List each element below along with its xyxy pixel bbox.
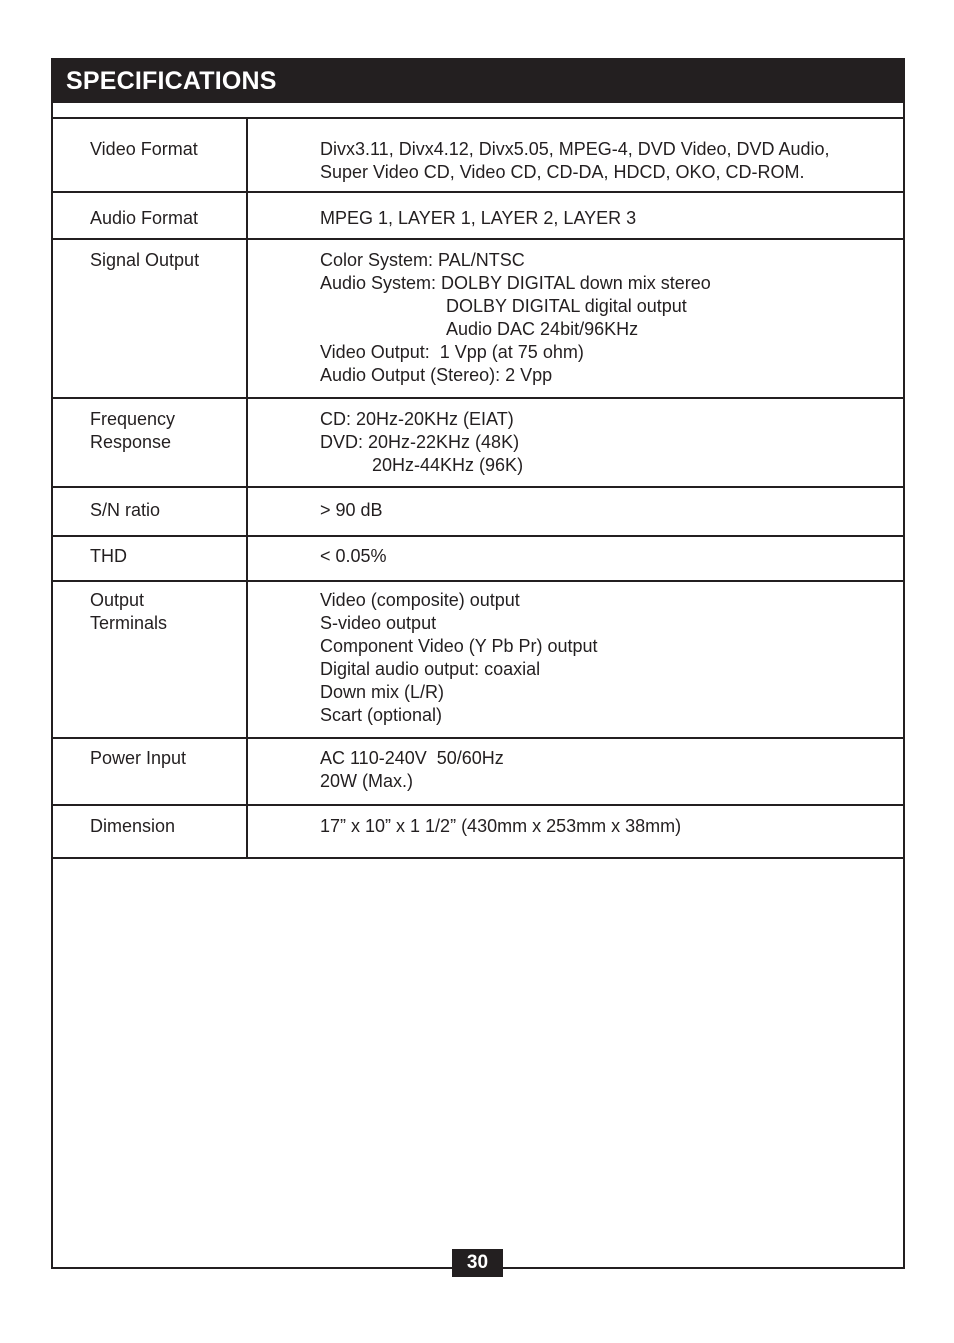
page-title: SPECIFICATIONS — [66, 67, 277, 95]
header-bar — [53, 60, 903, 103]
spec-value: Color System: PAL/NTSC — [320, 250, 525, 270]
spec-value-cell — [247, 118, 903, 192]
spec-value-cell — [247, 581, 903, 738]
spec-page-frame — [51, 58, 905, 1269]
spec-row-thd — [53, 536, 903, 581]
spec-value: Divx3.11, Divx4.12, Divx5.05, MPEG-4, DVD Video, DVD Audio, — [320, 139, 830, 159]
spec-value: DVD: 20Hz-22KHz (48K) — [320, 432, 520, 452]
spec-value-cell — [247, 738, 903, 805]
spec-value: S-video output — [320, 613, 437, 633]
spec-value-cell — [247, 398, 903, 487]
spec-value: Audio DAC 24bit/96KHz — [446, 319, 639, 339]
spec-label-cell — [53, 738, 247, 805]
spec-label-cell — [53, 581, 247, 738]
spec-label-cell — [53, 805, 247, 858]
spec-label-cell — [53, 192, 247, 239]
spec-value: DOLBY DIGITAL digital output — [446, 296, 687, 316]
spec-value: Down mix (L/R) — [320, 682, 445, 702]
spec-label: Video Format — [90, 139, 198, 159]
spec-label-cell — [53, 487, 247, 536]
spec-value: 20W (Max.) — [320, 771, 414, 791]
spec-row-signal-output — [53, 239, 903, 398]
specifications-table — [53, 117, 903, 859]
spec-label: Power Input — [90, 748, 187, 768]
spec-value: Digital audio output: coaxial — [320, 659, 541, 679]
spec-label: Frequency — [90, 409, 176, 429]
spec-value: Scart (optional) — [320, 705, 443, 725]
spec-value: < 0.05% — [320, 546, 387, 566]
spec-label-cell — [53, 118, 247, 192]
spec-label-cell — [53, 239, 247, 398]
spec-row-video-format — [53, 118, 903, 192]
spec-value: 17” x 10” x 1 1/2” (430mm x 253mm x 38mm) — [320, 816, 682, 836]
spec-row-output-terminals — [53, 581, 903, 738]
spec-value: Video Output: 1 Vpp (at 75 ohm) — [320, 342, 584, 362]
spec-label: Signal Output — [90, 250, 200, 270]
spec-value: Super Video CD, Video CD, CD-DA, HDCD, OKO, CD-ROM. — [320, 162, 805, 182]
page-number-badge: 30 — [452, 1249, 503, 1277]
spec-row-sn-ratio — [53, 487, 903, 536]
spec-label: Response — [90, 432, 172, 452]
spec-label-cell — [53, 536, 247, 581]
spec-row-audio-format — [53, 192, 903, 239]
spec-value: AC 110-240V 50/60Hz — [320, 748, 504, 768]
spec-value-cell — [247, 239, 903, 398]
spec-label: Audio Format — [90, 208, 199, 228]
spec-label-cell — [53, 398, 247, 487]
spec-value: Component Video (Y Pb Pr) output — [320, 636, 598, 656]
spec-label: Terminals — [90, 613, 168, 633]
spec-label: THD — [90, 546, 127, 566]
spec-value: CD: 20Hz-20KHz (EIAT) — [320, 409, 514, 429]
spec-value: Audio System: DOLBY DIGITAL down mix stereo — [320, 273, 711, 293]
spec-value-cell — [247, 192, 903, 239]
spec-value: > 90 dB — [320, 500, 383, 520]
spec-label: Output — [90, 590, 145, 610]
spec-value: Audio Output (Stereo): 2 Vpp — [320, 365, 553, 385]
spec-label: S/N ratio — [90, 500, 161, 520]
spec-label: Dimension — [90, 816, 176, 836]
spec-row-frequency-response — [53, 398, 903, 487]
spec-row-power-input — [53, 738, 903, 805]
spec-value-cell — [247, 487, 903, 536]
spec-value: Video (composite) output — [320, 590, 520, 610]
spec-value-cell — [247, 536, 903, 581]
spec-row-dimension — [53, 805, 903, 858]
spec-value: MPEG 1, LAYER 1, LAYER 2, LAYER 3 — [320, 208, 637, 228]
spec-value-cell — [247, 805, 903, 858]
spec-value: 20Hz-44KHz (96K) — [372, 455, 524, 475]
